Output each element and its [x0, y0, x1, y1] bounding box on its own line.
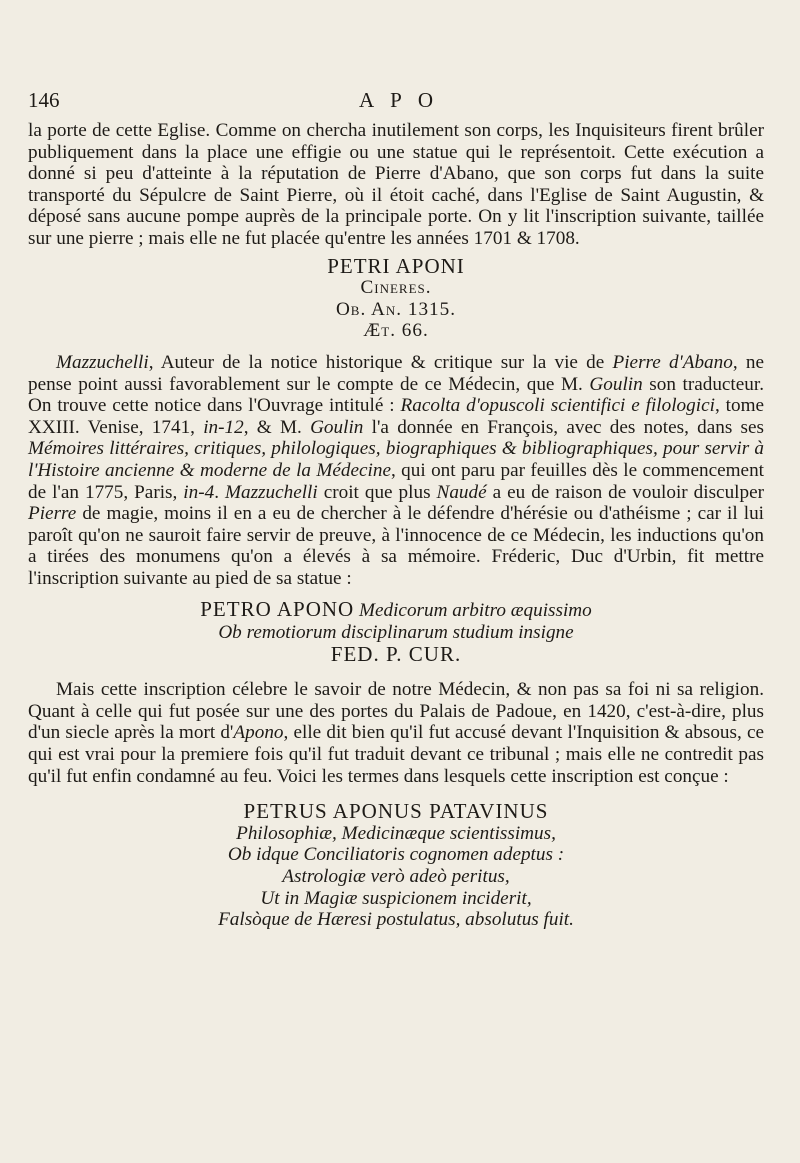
- running-head: [28, 88, 764, 116]
- paragraph-1: la porte de cette Eglise. Comme on chercha inutilement son corps, les Inquisiteurs firent brûler publiquement dans la place une effigie ou une statue qui le représentoit. Cette exécution a donné si peu d'atteinte à la réputation de Pierre d'Abano, que son corps fut dans la suite transporté du Sépulcre de Saint Pierre, où il étoit caché, dans l'Eglise de Saint Augustin, & déposé sans aucune pompe auprès de la principale porte. On y lit l'inscription suivante, taillée sur une pierre ; mais elle ne fut placée qu'entre les années 1701 & 1708.: [28, 120, 764, 249]
- paragraph-3: Mais cette inscription célebre le savoir de notre Médecin, & non pas sa foi ni sa religion. Quant à celle qui fut posée sur une des portes du Palais de Padoue, en 1420, c'est-à-dire, plus d'un siecle après la mort d'Apono, elle dit bien qu'il fut accusé devant l'Inquisition & absous, ce qui est vrai pour la premiere fois qu'il fut traduit devant ce tribunal ; mais elle ne contredit pas qu'il fut enfin condamné au feu. Voici les termes dans lesquels cette inscription est conçue :: [28, 679, 764, 787]
- inscription-1-line-4: Æt. 66.: [363, 320, 429, 342]
- inscription-1-line-1: PETRI APONI: [327, 253, 465, 278]
- page-number: 146: [28, 88, 60, 112]
- inscription-1-line-3: Ob. An. 1315.: [335, 298, 457, 320]
- inscription-2-line-3: FED. P. CUR.: [330, 641, 462, 666]
- inscription-1-line-2: Cineres.: [360, 277, 432, 299]
- inscription-3-line-6: Falsòque de Hæresi postulatus, absolutus fuit.: [218, 909, 574, 931]
- inscription-3-line-4: Astrologiæ verò adeò peritus,: [282, 866, 510, 887]
- author-name: Mazzuchelli: [56, 351, 149, 373]
- inscription-2-line-2: Ob remotiorum disciplinarum studium insigne: [218, 622, 574, 644]
- inscription-2-line-1: PETRO APONO Medicorum arbitro æquissimo: [200, 597, 592, 622]
- paragraph-2: Mazzuchelli, Auteur de la notice historique & critique sur la vie de Pierre d'Abano, ne pense point aussi favorablement sur le compte de ce Médecin, que M. Goulin son traducteur. On trouve cette notice dans l'Ouvrage intitulé : Racolta d'opuscoli scientifici e filologici, tome XXIII. Venise, 1741, in-12, & M. Goulin l'a donnée en François, avec des notes, dans ses Mémoires littéraires, critiques, philologiques, biographiques & bibliographiques, pour servir à l'Histoire ancienne & moderne de la Médecine, qui ont paru par feuilles dès le commencement de l'an 1775, Paris, in-4. Mazzuchelli croit que plus Naudé a eu de raison de vouloir disculper Pierre de magie, moins il en a eu de chercher à le défendre d'hérésie ou d'athéisme ; car il lui paroît qu'on ne sauroit faire servir de preuve, à l'innocence de ce Médecin, les inductions qu'on a tirées des monumens qu'on a élevés à sa mémoire. Fréderic, Duc d'Urbin, fit mettre l'inscription suivante au pied de sa statue :: [28, 351, 765, 589]
- inscription-3-line-5: Ut in Magiæ suspicionem inciderit,: [260, 887, 532, 909]
- inscription-3-line-2: Philosophiæ, Medicinæque scientissimus,: [236, 822, 556, 844]
- body-text: [28, 120, 764, 931]
- inscription-3-line-1: PETRUS APONUS PATAVINUS: [243, 799, 549, 824]
- running-title: APO: [358, 88, 449, 112]
- inscription-3-line-3: Ob idque Conciliatoris cognomen adeptus :: [227, 844, 565, 866]
